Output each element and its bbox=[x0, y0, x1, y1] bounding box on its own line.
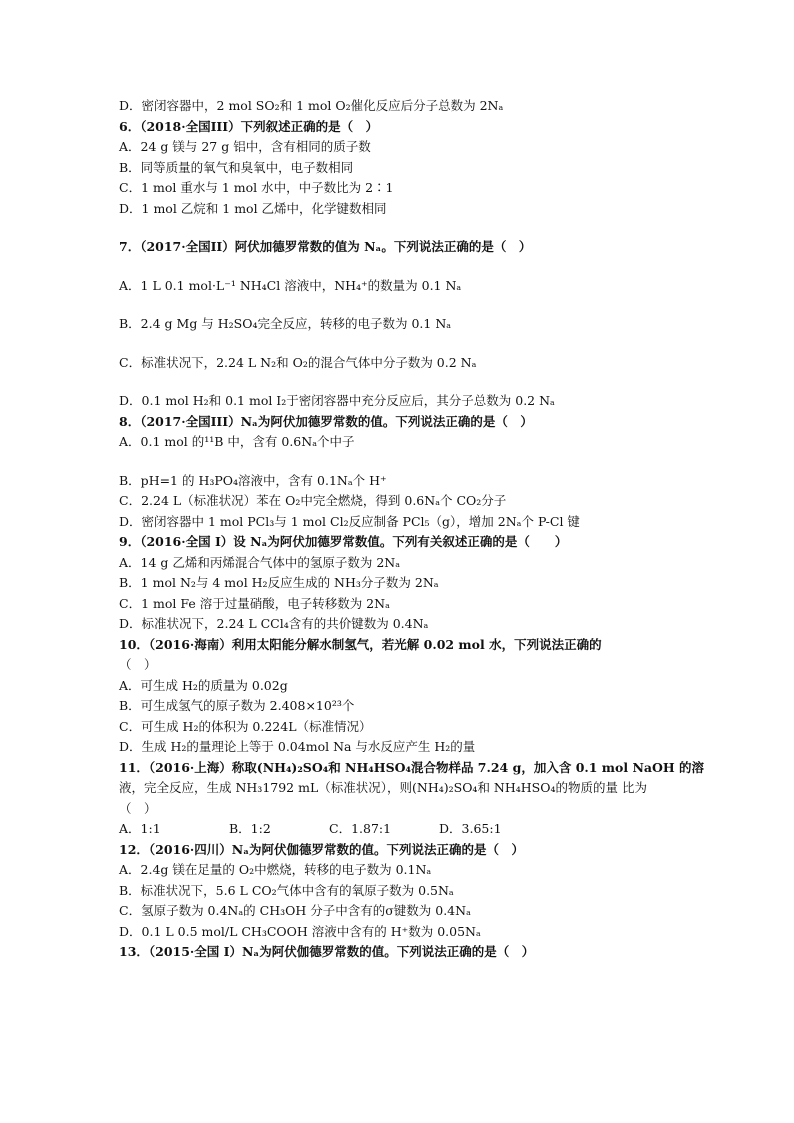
q7-option-c: C．标准状况下，2.24 L N₂和 O₂的混合气体中分子数为 0.2 Nₐ bbox=[119, 354, 477, 370]
q7-option-d: D．0.1 mol H₂和 0.1 mol I₂于密闭容器中充分反应后，其分子总数为 0.2 Nₐ bbox=[119, 393, 555, 408]
q11-choices bbox=[119, 819, 679, 840]
q12-option-a: A．2.4g 镁在足量的 O₂中燃烧，转移的电子数为 0.1Nₐ bbox=[119, 862, 432, 877]
q11-stem-cont: 液，完全反应，生成 NH₃1792 mL（标准状况），则(NH₄)₂SO₄和 NH₄HSO₄的物质的量 比为 bbox=[119, 780, 647, 795]
q9-option-b: B．1 mol N₂与 4 mol H₂反应生成的 NH₃分子数为 2Nₐ bbox=[119, 575, 439, 590]
q7-option-a: A．1 L 0.1 mol·L⁻¹ NH₄Cl 溶液中，NH₄⁺的数量为 0.1 Nₐ bbox=[119, 277, 462, 293]
q8-option-c: C．2.24 L（标准状况）苯在 O₂中完全燃烧，得到 0.6Nₐ个 CO₂分子 bbox=[119, 493, 507, 508]
spacer bbox=[119, 453, 679, 471]
q8-stem: 8．（2017·全国III）Nₐ为阿伏加德罗常数的值。下列说法正确的是（ ） bbox=[119, 413, 533, 429]
q7-stem: 7．（2017·全国II）阿伏加德罗常数的值为 Nₐ。下列说法正确的是（ ） bbox=[119, 239, 532, 254]
q11-stem: 11．（2016·上海）称取(NH₄)₂SO₄和 NH₄HSO₄混合物样品 7.24 g，加入含 0.1 mol NaOH 的溶 bbox=[119, 759, 705, 775]
q6-option-c: C．1 mol 重水与 1 mol 水中，中子数比为 2∶1 bbox=[119, 180, 394, 195]
q10-option-b: B．可生成氢气的原子数为 2.408×10²³个 bbox=[119, 698, 355, 713]
spacer bbox=[119, 219, 679, 237]
q13-stem: 13．（2015·全国 I）Nₐ为阿伏伽德罗常数的值。下列说法正确的是（ ） bbox=[119, 944, 535, 959]
q6-option-a: A．24 g 镁与 27 g 铝中，含有相同的质子数 bbox=[119, 139, 371, 154]
q12-stem: 12．（2016·四川）Nₐ为阿伏伽德罗常数的值。下列说法正确的是（ ） bbox=[119, 841, 525, 857]
q10-stem-cont: （ ） bbox=[119, 657, 157, 672]
q11-option-c: C．1.87:1 bbox=[329, 821, 392, 836]
q6-option-d: D．1 mol 乙烷和 1 mol 乙烯中，化学键数相同 bbox=[119, 200, 387, 216]
spacer bbox=[119, 335, 679, 353]
q10-stem: 10．（2016·海南）利用太阳能分解水制氢气，若光解 0.02 mol 水，下列说法正确的 bbox=[119, 636, 602, 652]
q9-option-c: C．1 mol Fe 溶于过量硝酸，电子转移数为 2Nₐ bbox=[119, 595, 390, 611]
q10-option-d: D．生成 H₂的量理论上等于 0.04mol Na 与水反应产生 H₂的量 bbox=[119, 739, 476, 754]
q9-stem: 9．（2016·全国 I）设 Nₐ为阿伏加德罗常数值。下列有关叙述正确的是（ ） bbox=[119, 534, 568, 549]
q10-option-a: A．可生成 H₂的质量为 0.02g bbox=[119, 677, 288, 693]
q6-stem: 6．（2018·全国III）下列叙述正确的是（ ） bbox=[119, 118, 379, 134]
spacer bbox=[119, 296, 679, 314]
spacer bbox=[119, 373, 679, 391]
q11-stem-cont2: （ ） bbox=[119, 800, 157, 816]
q9-option-d: D．标准状况下，2.24 L CCl₄含有的共价键数为 0.4Nₐ bbox=[119, 616, 429, 631]
q8-option-d: D．密闭容器中 1 mol PCl₃与 1 mol Cl₂反应制备 PCl₅（g），增加 2Nₐ个 P-Cl 键 bbox=[119, 513, 580, 529]
spacer bbox=[119, 258, 679, 276]
q12-option-c: C．氢原子数为 0.4Nₐ的 CH₃OH 分子中含有的σ键数为 0.4Nₐ bbox=[119, 903, 471, 918]
q11-option-d: D．3.65:1 bbox=[439, 821, 502, 836]
q11-option-a: A．1:1 bbox=[119, 821, 161, 836]
q6-option-b: B．同等质量的氧气和臭氧中，电子数相同 bbox=[119, 159, 354, 175]
q12-option-b: B．标准状况下，5.6 L CO₂气体中含有的氧原子数为 0.5Nₐ bbox=[119, 882, 454, 898]
q10-option-c: C．可生成 H₂的体积为 0.224L（标准情况） bbox=[119, 718, 372, 734]
q8-option-a: A．0.1 mol 的¹¹B 中，含有 0.6Nₐ个中子 bbox=[119, 434, 355, 449]
q5-option-d: D．密闭容器中，2 mol SO₂和 1 mol O₂催化反应后分子总数为 2Nₐ bbox=[119, 98, 504, 113]
q8-option-b: B．pH=1 的 H₃PO₄溶液中，含有 0.1Nₐ个 H⁺ bbox=[119, 472, 387, 488]
q12-option-d: D．0.1 L 0.5 mol/L CH₃COOH 溶液中含有的 H⁺数为 0.05Nₐ bbox=[119, 923, 481, 939]
q11-option-b: B．1:2 bbox=[229, 821, 271, 836]
q9-option-a: A．14 g 乙烯和丙烯混合气体中的氢原子数为 2Nₐ bbox=[119, 554, 401, 570]
q7-option-b: B．2.4 g Mg 与 H₂SO₄完全反应，转移的电子数为 0.1 Nₐ bbox=[119, 316, 452, 331]
document-page bbox=[119, 96, 705, 963]
